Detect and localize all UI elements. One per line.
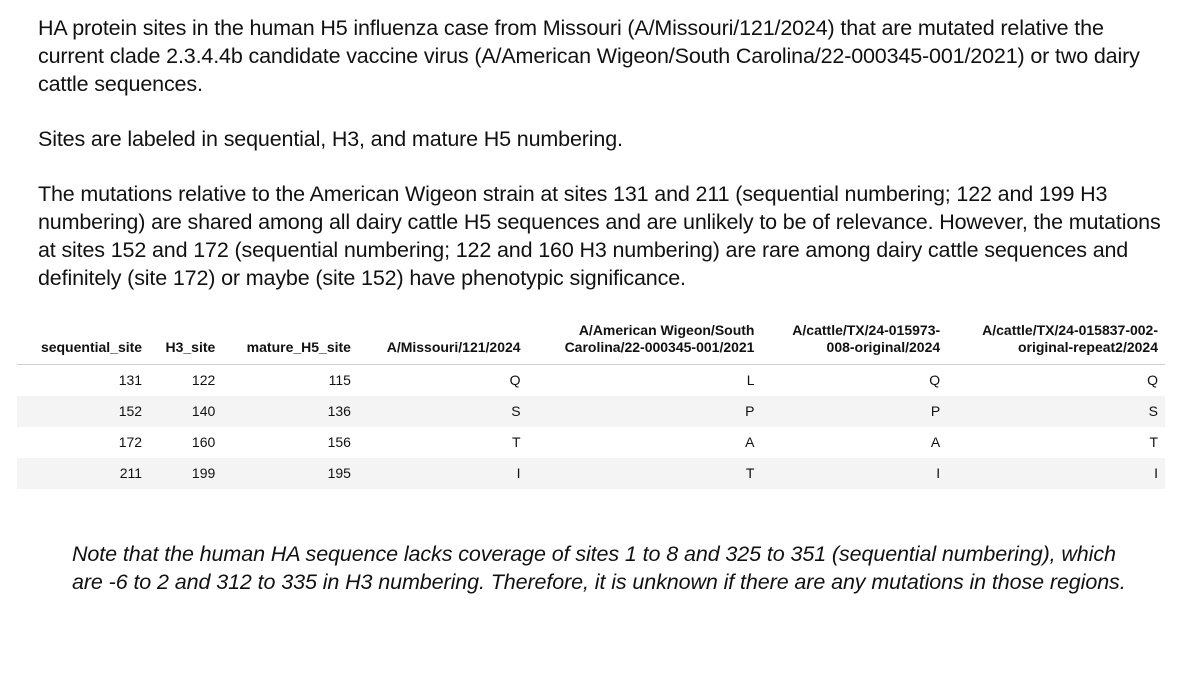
table-cell: 131	[17, 365, 149, 396]
table-cell: 195	[222, 458, 358, 489]
table-cell: Q	[947, 365, 1165, 396]
mutation-table	[17, 318, 1165, 489]
header-cattle-strain-1: A/cattle/TX/24-015973- 008-original/2024	[761, 318, 947, 365]
table-row	[17, 427, 1165, 458]
header-missouri-strain: A/Missouri/121/2024	[358, 318, 528, 365]
table-row	[17, 396, 1165, 427]
table-cell: Q	[358, 365, 528, 396]
table-cell: 211	[17, 458, 149, 489]
header-h3-site: H3_site	[149, 318, 222, 365]
mutation-table-container	[17, 318, 1165, 489]
header-sequential-site: sequential_site	[17, 318, 149, 365]
table-cell: P	[761, 396, 947, 427]
table-header-row	[17, 318, 1165, 365]
table-cell: 152	[17, 396, 149, 427]
table-cell: S	[947, 396, 1165, 427]
table-cell: A	[528, 427, 762, 458]
intro-text	[38, 14, 1168, 292]
table-cell: 115	[222, 365, 358, 396]
table-cell: I	[358, 458, 528, 489]
intro-paragraph-description: HA protein sites in the human H5 influenza case from Missouri (A/Missouri/121/2024) that are mutated relative the current clade 2.3.4.4b candidate vaccine virus (A/American Wigeon/South Carolina/22-000345-001/2021) or two dairy cattle sequences.	[38, 16, 1140, 96]
table-cell: L	[528, 365, 762, 396]
table-cell: 199	[149, 458, 222, 489]
table-cell: T	[528, 458, 762, 489]
table-cell: S	[358, 396, 528, 427]
intro-paragraph-numbering: Sites are labeled in sequential, H3, and mature H5 numbering.	[38, 127, 623, 151]
table-cell: T	[358, 427, 528, 458]
table-cell: P	[528, 396, 762, 427]
table-cell: T	[947, 427, 1165, 458]
intro-paragraph-mutations: The mutations relative to the American Wigeon strain at sites 131 and 211 (sequential numbering; 122 and 199 H3 numbering) are shared among all dairy cattle H5 sequences and are unlikely to be of relevance. However, the mutations at sites 152 and 172 (sequential numbering; 122 and 160 H3 numbering) are rare among dairy cattle sequences and definitely (site 172) or maybe (site 152) have phenotypic significance.	[38, 182, 1161, 290]
header-american-wigeon-strain: A/American Wigeon/South Carolina/22-000345-001/2021	[528, 318, 762, 365]
table-cell: Q	[761, 365, 947, 396]
table-cell: 160	[149, 427, 222, 458]
table-cell: I	[947, 458, 1165, 489]
header-mature-h5-site: mature_H5_site	[222, 318, 358, 365]
table-cell: 140	[149, 396, 222, 427]
table-cell: 172	[17, 427, 149, 458]
table-cell: A	[761, 427, 947, 458]
coverage-note: Note that the human HA sequence lacks coverage of sites 1 to 8 and 325 to 351 (sequential numbering), which are -6 to 2 and 312 to 335 in H3 numbering. Therefore, it is unknown if there are any mutations in those regions.	[72, 542, 1126, 594]
table-cell: 136	[222, 396, 358, 427]
table-row	[17, 458, 1165, 489]
table-row	[17, 365, 1165, 396]
table-cell: I	[761, 458, 947, 489]
table-cell: 156	[222, 427, 358, 458]
table-cell: 122	[149, 365, 222, 396]
header-cattle-strain-2: A/cattle/TX/24-015837-002- original-repeat2/2024	[947, 318, 1165, 365]
